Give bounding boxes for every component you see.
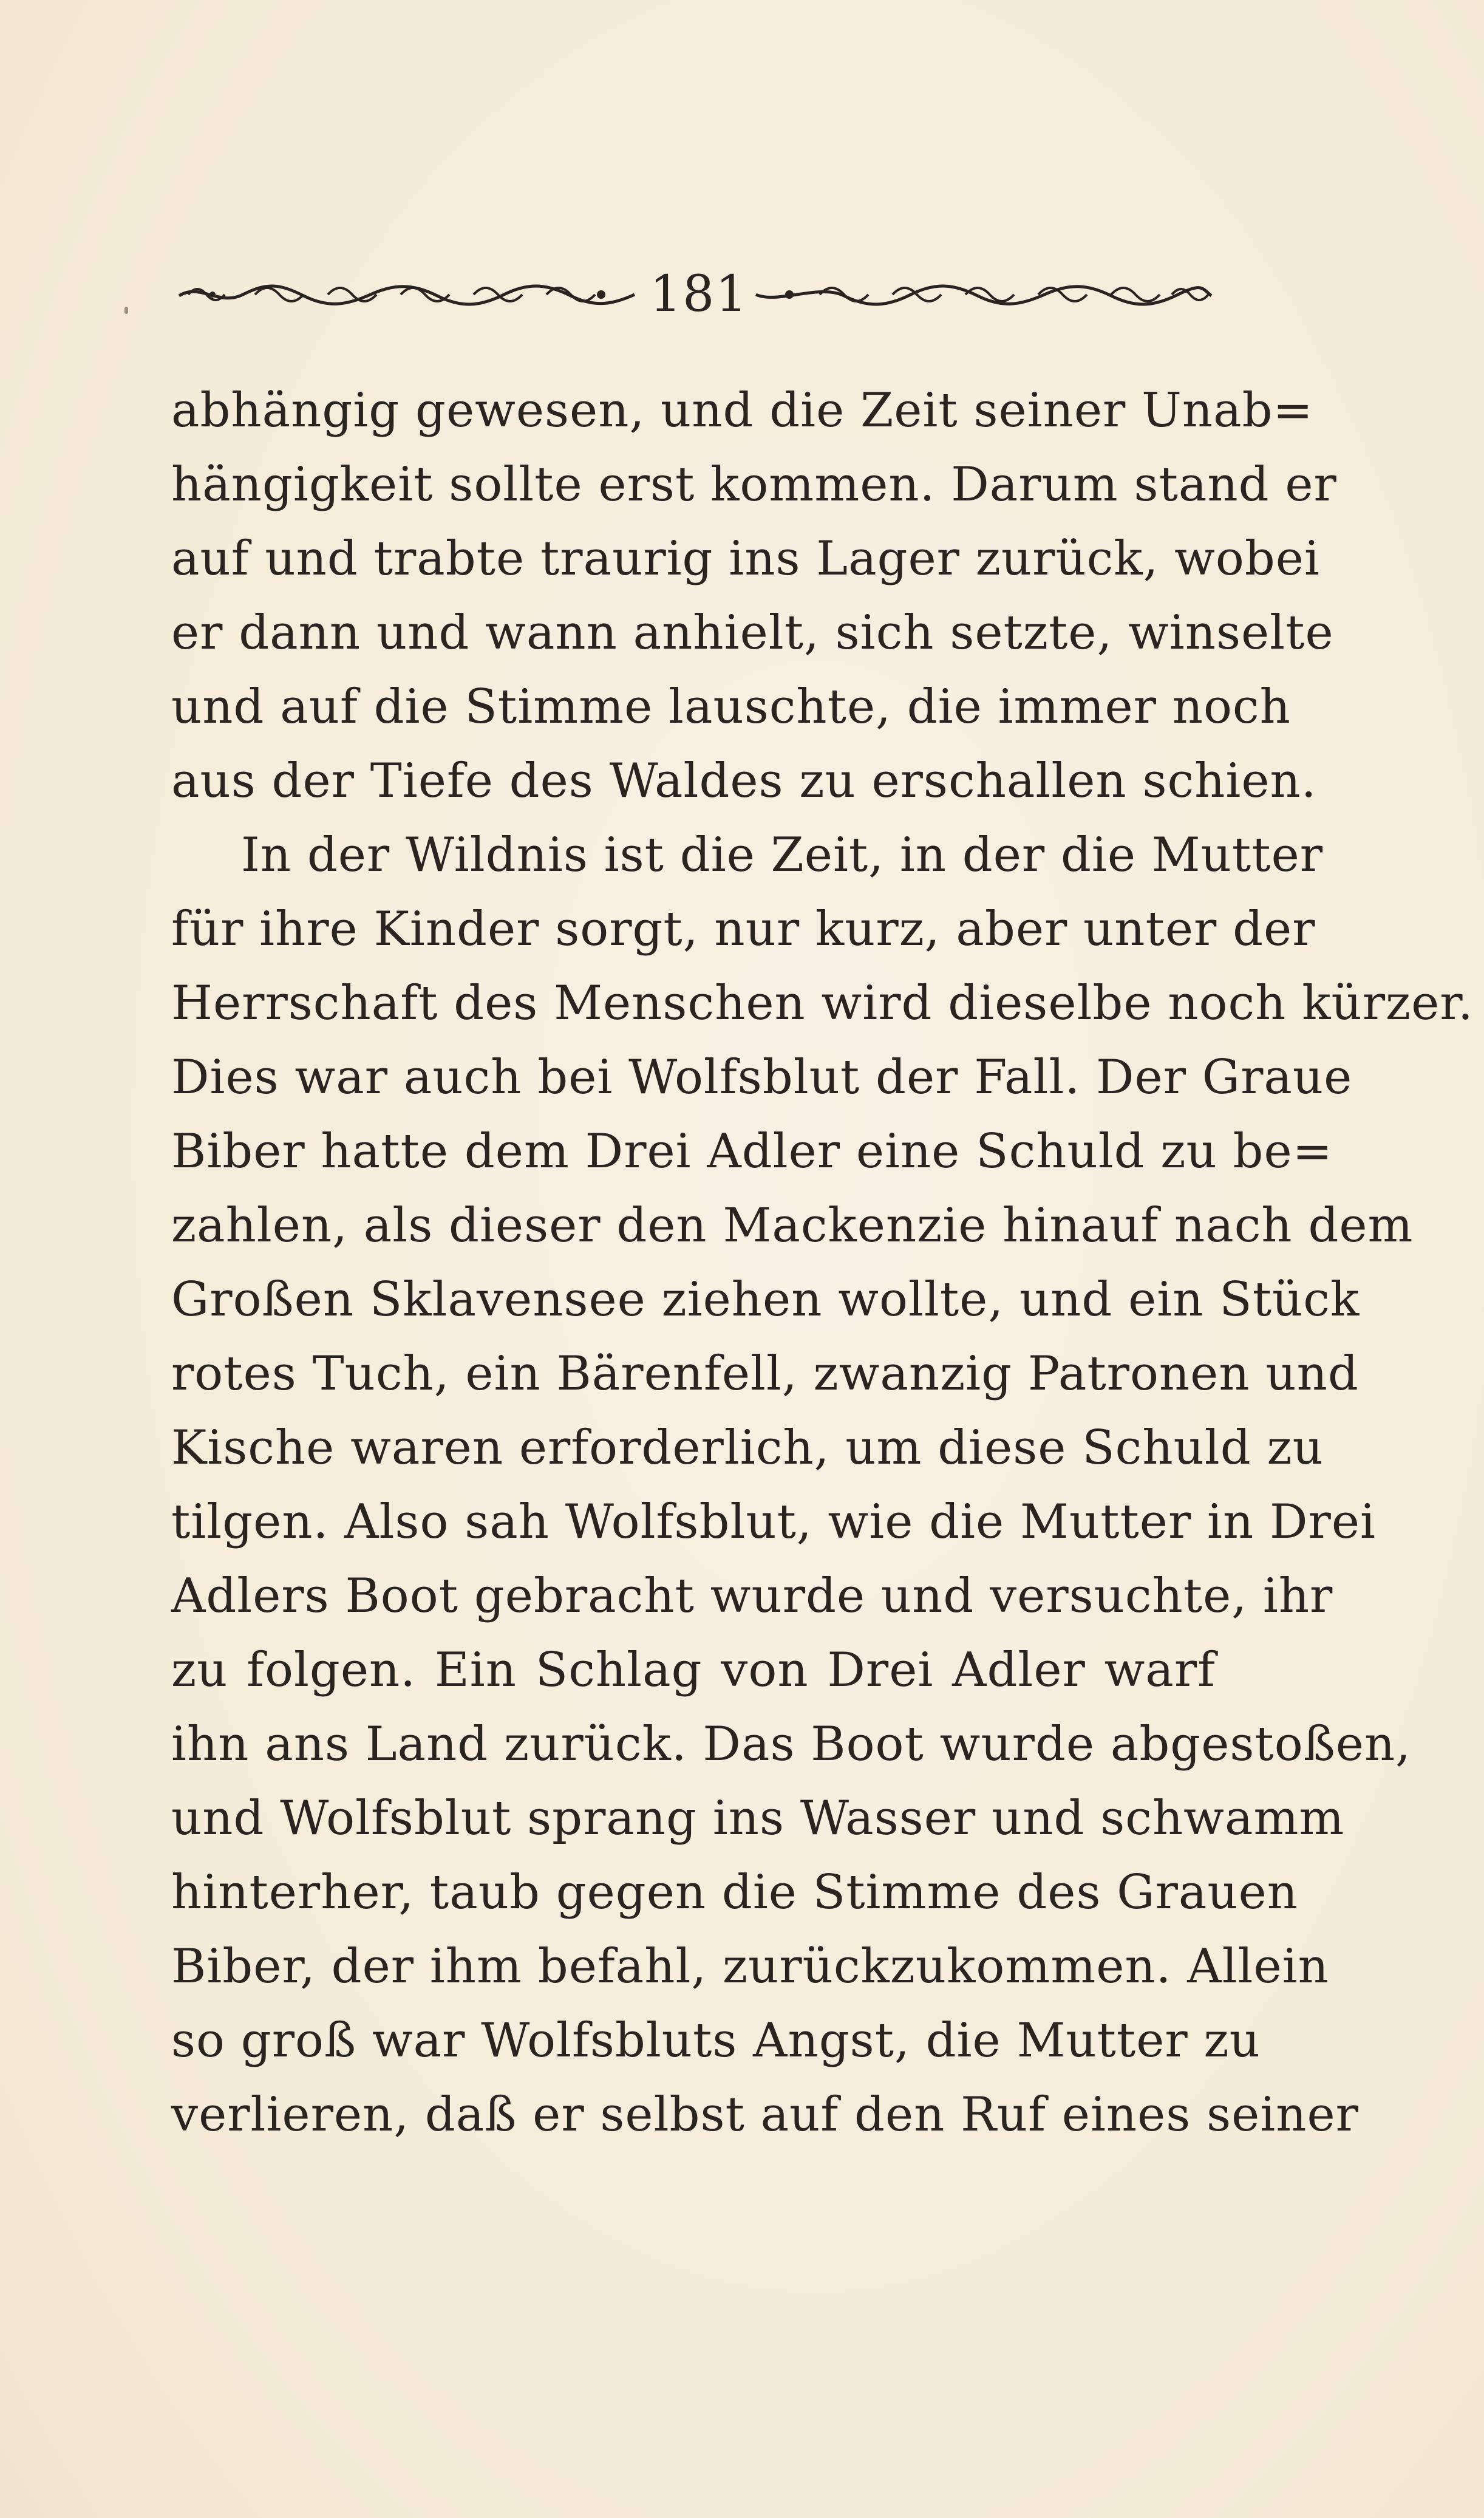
text-line: Biber, der ihm befahl, zurückzukommen. Allein xyxy=(171,1939,1329,1994)
text-line: Großen Sklavensee ziehen wollte, und ein Stück xyxy=(171,1272,1360,1327)
text-line: aus der Tiefe des Waldes zu erschallen schien. xyxy=(171,754,1317,808)
right-ornament-icon xyxy=(753,276,1214,313)
text-line: zu folgen. Ein Schlag von Drei Adler warf xyxy=(171,1643,1216,1697)
text-line: rotes Tuch, ein Bärenfell, zwanzig Patronen und xyxy=(171,1346,1359,1401)
text-line: abhängig gewesen, und die Zeit seiner Unab= xyxy=(171,383,1313,438)
text-line: zahlen, als dieser den Mackenzie hinauf nach dem xyxy=(171,1198,1414,1253)
text-line: Adlers Boot gebracht wurde und versuchte, ihr xyxy=(171,1569,1333,1623)
text-line: er dann und wann anhielt, sich setzte, winselte xyxy=(171,606,1334,660)
text-line: Kische waren erforderlich, um diese Schuld zu xyxy=(171,1421,1324,1475)
text-line: so groß war Wolfsbluts Angst, die Mutter zu xyxy=(171,2013,1261,2068)
text-line: In der Wildnis ist die Zeit, in der die Mutter xyxy=(241,828,1324,882)
left-ornament-icon xyxy=(176,276,638,313)
text-line: hängigkeit sollte erst kommen. Darum stand er xyxy=(171,457,1337,512)
text-line: auf und trabte traurig ins Lager zurück, wobei xyxy=(171,531,1320,586)
text-line: Biber hatte dem Drei Adler eine Schuld zu be= xyxy=(171,1124,1333,1179)
text-line: ihn ans Land zurück. Das Boot wurde abgestoßen, xyxy=(171,1717,1411,1772)
page-number: 181 xyxy=(650,265,749,323)
text-line: Herrschaft des Menschen wird dieselbe noch kürzer. xyxy=(171,976,1474,1031)
body-text xyxy=(171,374,1474,2152)
text-line: und Wolfsblut sprang ins Wasser und schwamm xyxy=(171,1791,1345,1846)
page-header xyxy=(176,267,1214,322)
text-line: Dies war auch bei Wolfsblut der Fall. Der Graue xyxy=(171,1050,1353,1105)
text-line: und auf die Stimme lauschte, die immer noch xyxy=(171,680,1291,734)
text-line: verlieren, daß er selbst auf den Ruf eines seiner xyxy=(171,2087,1359,2142)
text-line: für ihre Kinder sorgt, nur kurz, aber unter der xyxy=(171,902,1316,957)
paper-speck xyxy=(124,307,128,314)
text-line: hinterher, taub gegen die Stimme des Grauen xyxy=(171,1865,1299,1920)
text-line: tilgen. Also sah Wolfsblut, wie die Mutter in Drei xyxy=(171,1495,1376,1549)
